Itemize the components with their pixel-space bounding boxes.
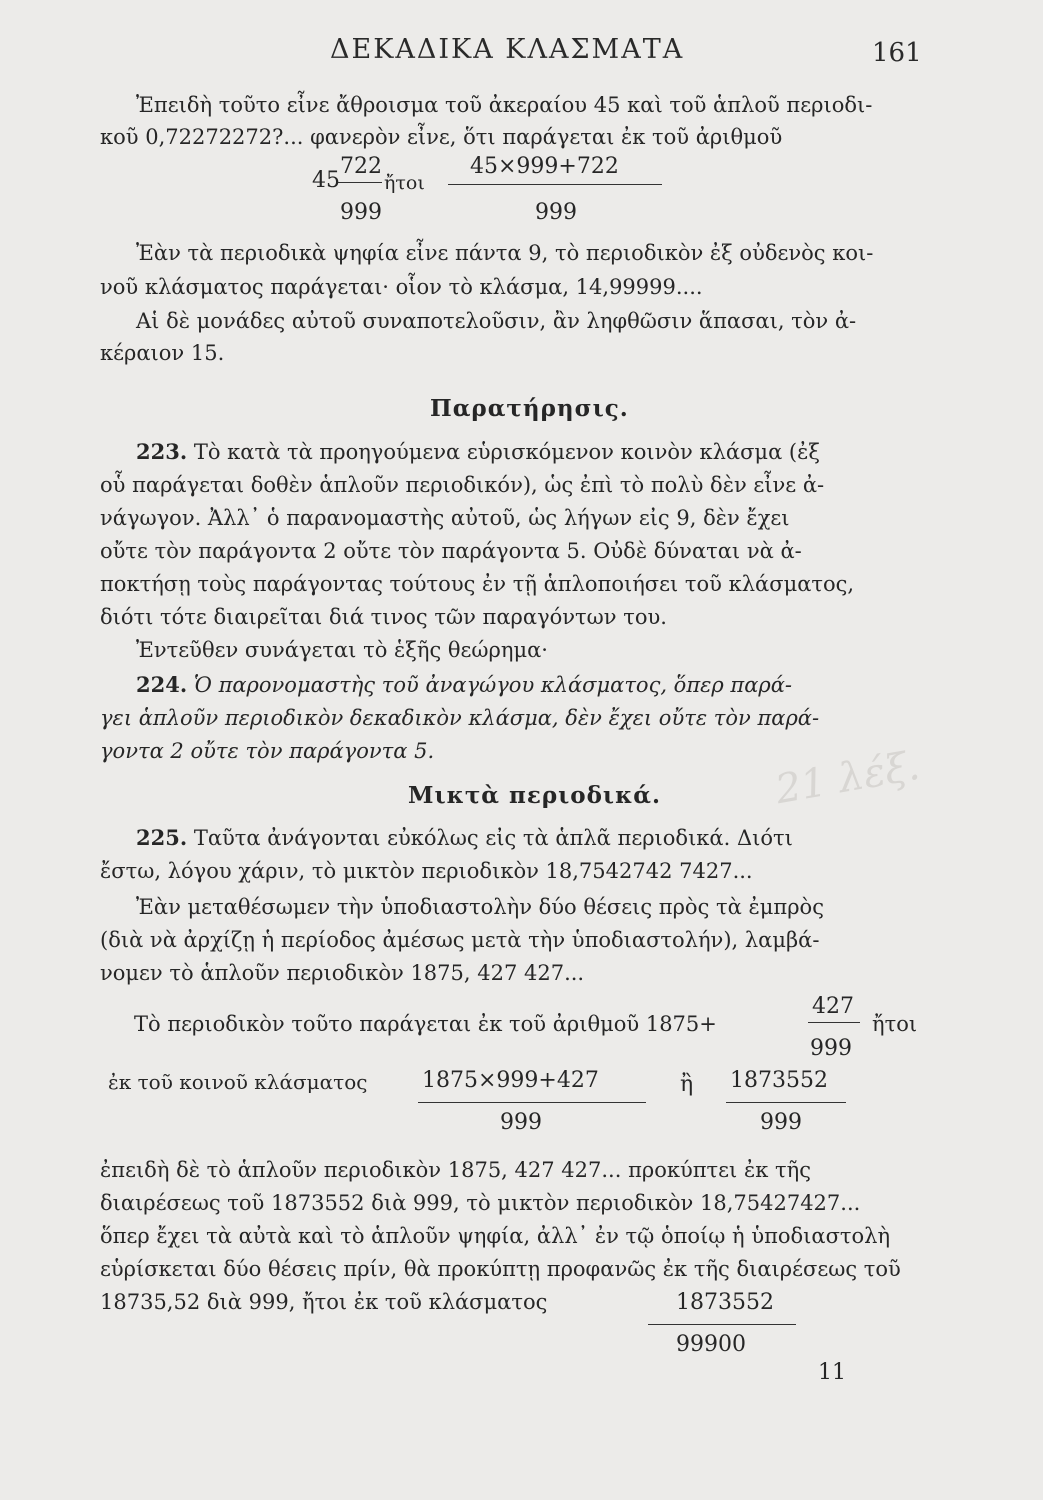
fraction-bar [338, 182, 382, 183]
section-heading: Παρατήρησις. [430, 395, 629, 422]
fraction-bar [448, 184, 662, 185]
connector-etoi: ἤτοι [872, 1012, 918, 1036]
text-line: Ἐὰν τὰ περιοδικὰ ψηφία εἶνε πάντα 9, τὸ περιοδικὸν ἐξ οὐδενὸς κοι- [136, 241, 874, 265]
text-line: οὗ παράγεται δοθὲν ἁπλοῦν περιοδικόν), ὡς ἐπὶ τὸ πολὺ δὲν εἶνε ἀ- [100, 473, 825, 497]
formula-text: Τὸ περιοδικὸν τοῦτο παράγεται ἐκ τοῦ ἀριθμοῦ 1875+ [134, 1012, 717, 1036]
text-line: νάγωγον. Ἀλλ᾽ ὁ παρανομαστὴς αὐτοῦ, ὡς λήγων εἰς 9, δὲν ἔχει [100, 506, 790, 530]
text-line: οὔτε τὸν παράγοντα 2 οὔτε τὸν παράγοντα 5. Οὐδὲ δύναται νὰ ἀ- [100, 539, 802, 563]
section-number: 225. [136, 825, 188, 850]
fraction-denominator: 999 [810, 1036, 852, 1061]
text-line [100, 670, 940, 700]
section-number: 223. [136, 439, 188, 464]
text-line: Αἱ δὲ μονάδες αὐτοῦ συναποτελοῦσιν, ἂν ληφθῶσιν ἅπασαι, τὸν ἀ- [136, 309, 857, 333]
fraction-denominator: 999 [535, 200, 577, 225]
text-line: γοντα 2 οὔτε τὸν παράγοντα 5. [100, 739, 435, 763]
fraction-denominator: 999 [760, 1110, 802, 1135]
fraction-bar [648, 1324, 796, 1325]
text-line [100, 823, 940, 853]
text-line: διαιρέσεως τοῦ 1873552 διὰ 999, τὸ μικτὸν περιοδικὸν 18,75427427... [100, 1191, 861, 1215]
connector-etoi: ἤτοι [384, 172, 425, 194]
fraction-numerator: 1873552 [730, 1068, 828, 1093]
text-line: Ἐὰν μεταθέσωμεν τὴν ὑποδιαστολὴν δύο θέσεις πρὸς τὰ ἐμπρὸς [136, 895, 824, 919]
fraction-bar [726, 1102, 846, 1103]
text-line: ἔστω, λόγου χάριν, τὸ μικτὸν περιοδικὸν 18,7542742 7427... [100, 859, 753, 883]
text-line: Ἐπειδὴ τοῦτο εἶνε ἄθροισμα τοῦ ἀκεραίου 45 καὶ τοῦ ἁπλοῦ περιοδι- [136, 93, 873, 117]
fraction-denominator: 999 [340, 200, 382, 225]
section-text: Ταῦτα ἀνάγονται εὐκόλως εἰς τὰ ἁπλᾶ περιοδικά. Διότι [193, 826, 793, 850]
text-line: ἐπειδὴ δὲ τὸ ἁπλοῦν περιοδικὸν 1875, 427 427... προκύπτει ἐκ τῆς [100, 1158, 811, 1182]
running-title: ΔΕΚΑΔΙΚΑ ΚΛΑΣΜΑΤΑ [330, 34, 685, 65]
fraction-numerator: 45×999+722 [470, 154, 619, 179]
text-line: κοῦ 0,72272272?... φανερὸν εἶνε, ὅτι παράγεται ἐκ τοῦ ἀριθμοῦ [100, 125, 783, 149]
text-line: ποκτήσῃ τοὺς παράγοντας τούτους ἐν τῇ ἁπλοποιήσει τοῦ κλάσματος, [100, 572, 855, 596]
text-line: Ἐντεῦθεν συνάγεται τὸ ἑξῆς θεώρημα· [136, 638, 548, 662]
text-line: νομεν τὸ ἁπλοῦν περιοδικὸν 1875, 427 427... [100, 961, 585, 985]
text-line: γει ἁπλοῦν περιοδικὸν δεκαδικὸν κλάσμα, δὲν ἔχει οὔτε τὸν παρά- [100, 706, 820, 730]
formula-label: ἐκ τοῦ κοινοῦ κλάσματος [108, 1070, 368, 1094]
text-line: νοῦ κλάσματος παράγεται· οἷον τὸ κλάσμα, 14,99999.... [100, 275, 703, 299]
fraction-bar [808, 1022, 860, 1023]
section-text: Τὸ κατὰ τὰ προηγούμενα εὑρισκόμενον κοινὸν κλάσμα (ἐξ [193, 440, 820, 464]
page-number: 161 [872, 38, 922, 68]
text-line: ὅπερ ἔχει τὰ αὐτὰ καὶ τὸ ἁπλοῦν ψηφία, ἀλλ᾽ ἐν τῷ ὁποίῳ ἡ ὑποδιαστολὴ [100, 1224, 891, 1248]
fraction-denominator: 99900 [676, 1332, 746, 1357]
page-header [0, 34, 1043, 70]
theorem-text: Ὁ παρονομαστὴς τοῦ ἀναγώγου κλάσματος, ὅπερ παρά- [193, 673, 793, 697]
fraction-denominator: 999 [500, 1110, 542, 1135]
fraction-bar [418, 1102, 646, 1103]
text-line: (διὰ νὰ ἀρχίζῃ ἡ περίοδος ἀμέσως μετὰ τὴν ὑποδιαστολήν), λαμβά- [100, 928, 820, 952]
signature-mark: 11 [818, 1360, 846, 1385]
connector-e: ἢ [680, 1072, 694, 1097]
formula-text: 18735,52 διὰ 999, ἤτοι ἐκ τοῦ κλάσματος [100, 1290, 548, 1314]
fraction-numerator: 1873552 [676, 1290, 774, 1315]
text-line: διότι τότε διαιρεῖται διά τινος τῶν παραγόντων του. [100, 605, 667, 629]
fraction-numerator: 722 [340, 154, 382, 179]
text-line [100, 437, 940, 467]
fraction-numerator: 427 [812, 994, 854, 1019]
fraction-numerator: 1875×999+427 [422, 1068, 599, 1093]
formula-whole: 45 [312, 168, 340, 193]
section-heading: Μικτὰ περιοδικά. [408, 782, 662, 809]
text-line: εὑρίσκεται δύο θέσεις πρίν, θὰ προκύπτῃ προφανῶς ἐκ τῆς διαιρέσεως τοῦ [100, 1257, 901, 1281]
handwritten-pencil-mark: 21 λέξ. [772, 742, 924, 814]
text-line: κέραιον 15. [100, 341, 225, 365]
section-number: 224. [136, 672, 188, 697]
